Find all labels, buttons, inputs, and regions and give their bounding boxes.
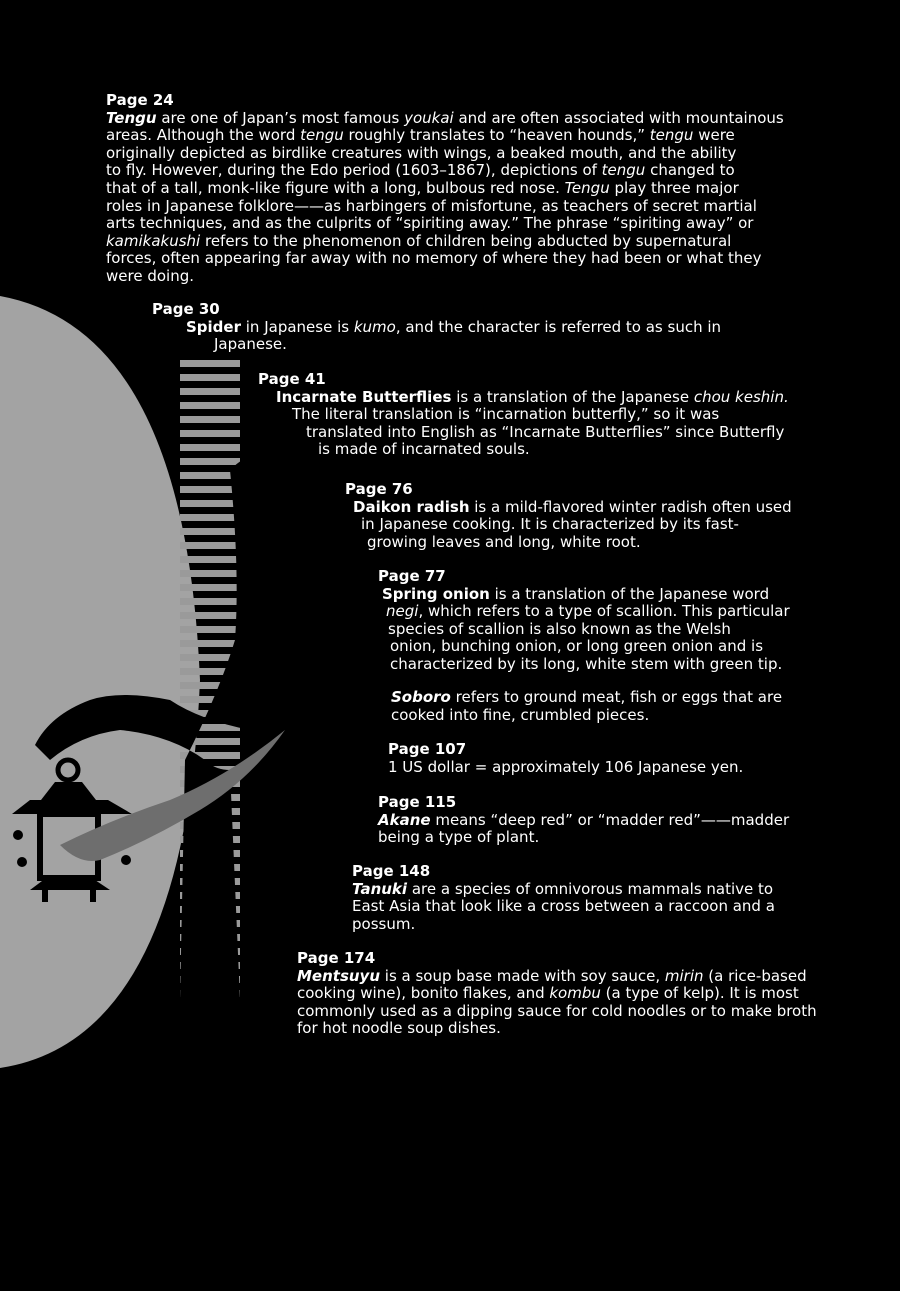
note-line xyxy=(106,233,786,251)
note-text: is made of incarnated souls. xyxy=(318,440,530,459)
note-text: The literal translation is “incarnation butterfly,” so it was xyxy=(292,405,720,424)
term: Akane xyxy=(378,810,431,829)
term: Tanuki xyxy=(352,879,408,898)
note-text: arts techniques, and as the culprits of “spiriting away.” The phrase “spiriting away” or xyxy=(106,214,754,233)
note-text: forces, often appearing far away with no memory of where they had been or what they xyxy=(106,249,762,268)
note-page-174 xyxy=(297,949,817,1038)
note-text: is a soup base made with soy sauce, xyxy=(380,966,665,985)
note-line xyxy=(391,707,786,725)
note-text: characterized by its long, white stem with green tip. xyxy=(390,654,783,673)
blind-slat xyxy=(180,612,240,619)
note-line xyxy=(106,127,786,145)
note-text: originally depicted as birdlike creatures with wings, a beaked mouth, and the ability xyxy=(106,143,737,162)
note-line xyxy=(345,497,792,517)
note-line xyxy=(378,656,786,674)
note-line xyxy=(258,424,786,442)
note-line xyxy=(378,621,786,639)
note-text: in Japanese cooking. It is characterized by its fast- xyxy=(361,515,739,534)
note-line xyxy=(378,602,790,621)
page-number: Page 41 xyxy=(258,370,326,388)
page-number: Page 77 xyxy=(378,567,446,585)
note-line xyxy=(297,966,807,986)
blind-slat xyxy=(180,444,240,451)
note-line xyxy=(106,215,786,233)
note-page-30 xyxy=(152,301,786,354)
note-text: species of scallion is also known as the Welsh xyxy=(388,619,731,638)
term: Tengu xyxy=(564,178,610,197)
note-text: to fly. However, during the Edo period (1603–1867), depictions of xyxy=(106,161,602,180)
note-text: , and the character is referred to as such in xyxy=(395,317,722,336)
note-line xyxy=(378,638,786,656)
term: Spring onion xyxy=(382,584,490,603)
note-text: is a translation of the Japanese word xyxy=(489,584,770,603)
note-text: onion, bunching onion, or long green onion and is xyxy=(390,637,764,656)
term: tengu xyxy=(601,161,646,180)
blind-slat xyxy=(180,584,240,591)
note-page-115 xyxy=(378,793,790,847)
note-text: Japanese. xyxy=(214,335,287,354)
page-number: Page 148 xyxy=(352,862,431,880)
blind-slat xyxy=(180,500,240,507)
page-number: Page 24 xyxy=(106,91,174,109)
note-text: possum. xyxy=(352,914,416,933)
term: Daikon radish xyxy=(353,497,470,516)
note-text: (a rice-based xyxy=(703,966,807,985)
note-text: cooked into fine, crumbled pieces. xyxy=(391,705,650,724)
note-text: refers to the phenomenon of children being abducted by supernatural xyxy=(200,231,732,250)
term: Spider xyxy=(186,317,241,336)
blind-slat xyxy=(180,388,240,395)
note-line xyxy=(152,336,786,354)
term: Soboro xyxy=(391,688,451,706)
note-text: that of a tall, monk-like figure with a long, bulbous red nose. xyxy=(106,178,565,197)
blind-slat xyxy=(180,430,240,437)
page-number: Page 30 xyxy=(152,300,220,318)
page-number: Page 107 xyxy=(388,740,467,758)
blind-slat xyxy=(180,542,240,549)
page-number: Page 76 xyxy=(345,480,413,498)
note-line xyxy=(352,898,786,916)
note-page-107 xyxy=(388,741,786,776)
note-text: were xyxy=(693,126,735,145)
note-page-24 xyxy=(106,92,786,286)
term: tengu xyxy=(649,126,694,145)
note-text: roles in Japanese folklore——as harbingers of misfortune, as teachers of secret martial xyxy=(106,196,757,215)
term: Tengu xyxy=(106,108,157,127)
term: Incarnate Butterflies xyxy=(276,387,452,406)
note-line xyxy=(391,689,786,707)
term: kombu xyxy=(549,984,601,1003)
term: kumo xyxy=(353,317,396,336)
note-line xyxy=(106,145,786,163)
blind-slat xyxy=(180,416,240,423)
note-text: areas. Although the word xyxy=(106,126,301,145)
note-page-148 xyxy=(352,863,786,933)
note-text: play three major xyxy=(609,178,739,197)
note-line xyxy=(352,881,786,899)
note-text: is a translation of the Japanese xyxy=(451,387,694,406)
note-text: is a mild-flavored winter radish often used xyxy=(469,497,792,516)
term: chou keshin. xyxy=(693,387,789,406)
note-text: were doing. xyxy=(106,266,194,285)
moon-disc xyxy=(0,296,200,1068)
note-text: for hot noodle soup dishes. xyxy=(297,1019,501,1038)
note-text: are one of Japan’s most famous xyxy=(156,108,405,127)
note-line xyxy=(378,810,790,830)
note-line xyxy=(388,759,786,777)
blind-slat xyxy=(180,626,240,633)
note-text: , which refers to a type of scallion. This particular xyxy=(418,602,790,621)
blind-slat xyxy=(180,402,240,409)
term: mirin xyxy=(664,966,704,985)
note-text: commonly used as a dipping sauce for cold noodles or to make broth xyxy=(297,1001,817,1020)
note-line xyxy=(297,1001,817,1021)
note-line xyxy=(297,984,799,1003)
blind-slat xyxy=(180,374,240,381)
note-text: translated into English as “Incarnate Butterflies” since Butterfly xyxy=(306,422,785,441)
note-text: East Asia that look like a cross between a raccoon and a xyxy=(352,897,775,916)
note-line xyxy=(152,319,786,337)
note-line xyxy=(258,387,789,407)
blind-slat xyxy=(180,486,240,493)
note-text: (a type of kelp). It is most xyxy=(600,984,799,1003)
blind-slat xyxy=(180,556,240,563)
note-line xyxy=(106,110,786,128)
note-text: means “deep red” or “madder red”——madder xyxy=(430,810,790,829)
note-line xyxy=(378,829,786,847)
term: Mentsuyu xyxy=(297,966,381,985)
note-text: being a type of plant. xyxy=(378,828,540,847)
note-text: 1 US dollar = approximately 106 Japanese yen. xyxy=(388,757,744,776)
note-line xyxy=(106,250,786,268)
note-text: growing leaves and long, white root. xyxy=(367,532,641,551)
note-text: are a species of omnivorous mammals native to xyxy=(407,879,774,898)
page-number: Page 115 xyxy=(378,793,457,811)
blind-slat xyxy=(180,360,240,367)
note-line xyxy=(258,441,786,459)
note-line xyxy=(345,516,786,534)
blind-slat xyxy=(180,528,240,535)
term: tengu xyxy=(300,126,344,145)
note-line xyxy=(106,180,786,198)
note-text: in Japanese is xyxy=(241,317,354,336)
note-page-41 xyxy=(258,370,789,459)
blind-slat xyxy=(180,570,240,577)
note-line xyxy=(352,916,786,934)
blind-slat xyxy=(180,640,240,647)
note-line xyxy=(106,268,786,286)
page-number: Page 174 xyxy=(297,949,376,967)
note-text: and are often associated with mountainous xyxy=(453,108,784,127)
note-page-77 xyxy=(378,567,790,674)
blind-slat xyxy=(180,598,240,605)
note-page-76 xyxy=(345,480,792,551)
note-text: refers to ground meat, fish or eggs that are xyxy=(450,688,783,706)
note-line xyxy=(258,406,786,424)
term: kamikakushi xyxy=(106,231,201,250)
blind-slat xyxy=(180,514,240,521)
note-text: roughly translates to “heaven hounds,” xyxy=(343,126,650,145)
note-text: changed to xyxy=(645,161,735,180)
term: youkai xyxy=(404,108,454,127)
term: negi xyxy=(386,602,419,621)
note-line xyxy=(345,534,786,552)
note-line xyxy=(106,162,786,180)
note-line xyxy=(378,586,786,604)
note-line xyxy=(106,198,786,216)
note-soboro xyxy=(391,689,786,724)
note-text: cooking wine), bonito flakes, and xyxy=(297,984,550,1003)
blind-slat xyxy=(180,458,240,465)
note-line xyxy=(297,1020,786,1038)
